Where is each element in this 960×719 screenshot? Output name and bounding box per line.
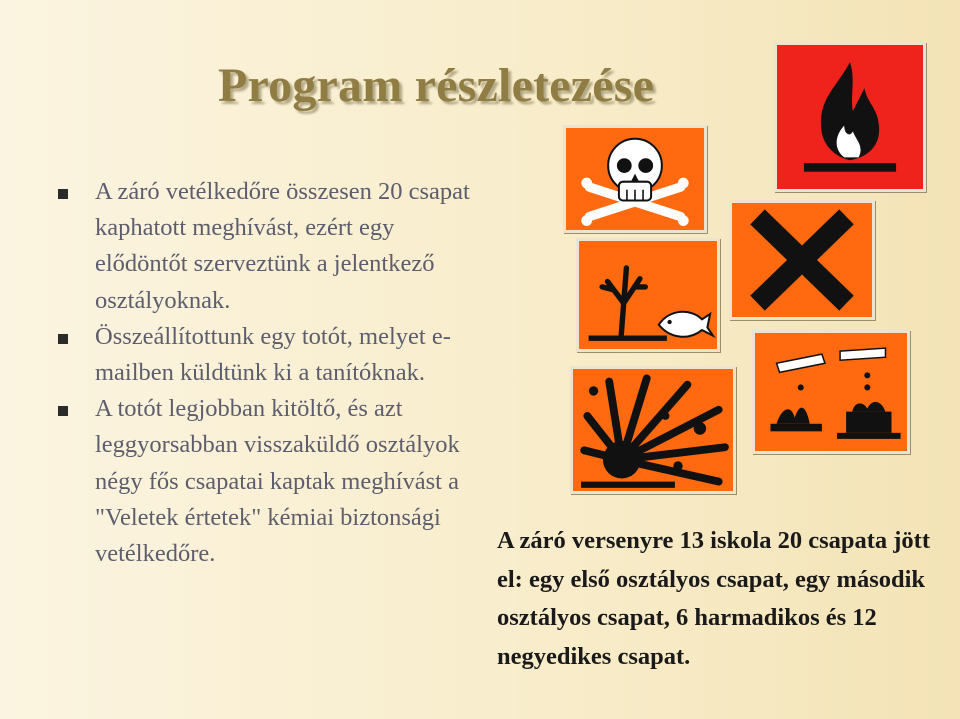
- bullet-square-icon: [58, 334, 68, 344]
- summary-text: A záró versenyre 13 iskola 20 csapata jött el: egy első osztályos csapat, egy második osztályos csapat, 6 harmadikos és 12 negyedikes csapat.: [497, 527, 930, 670]
- bullet-text: A totót legjobban kitöltő, és azt leggyorsabban visszaküldő osztályok négy fős csapatai kaptak meghívást a "Veletek értetek" kémiai biztonsági vetélkedőre.: [95, 395, 460, 568]
- toxic-skull-icon: [563, 125, 707, 233]
- harmful-x-icon: [729, 200, 875, 320]
- bullet-list: [55, 174, 475, 572]
- bullet-square-icon: [58, 406, 68, 416]
- environment-hazard-icon: [576, 238, 720, 352]
- bullet-text: Összeállítottunk egy totót, melyet e-mailben küldtünk ki a tanítóknak.: [95, 322, 451, 387]
- explosive-icon: [570, 366, 736, 494]
- slide-title: Program részletezése: [218, 59, 655, 112]
- bullet-text: A záró vetélkedőre összesen 20 csapat kaphatott meghívást, ezért egy elődöntőt szerveztünk a jelentkező osztályoknak.: [95, 178, 470, 314]
- bullet-square-icon: [58, 189, 68, 199]
- bullet-item: [55, 391, 475, 572]
- corrosive-icon: [752, 330, 910, 454]
- flammable-icon: [774, 42, 926, 192]
- bullet-item: [55, 319, 475, 391]
- bullet-item: [55, 174, 475, 319]
